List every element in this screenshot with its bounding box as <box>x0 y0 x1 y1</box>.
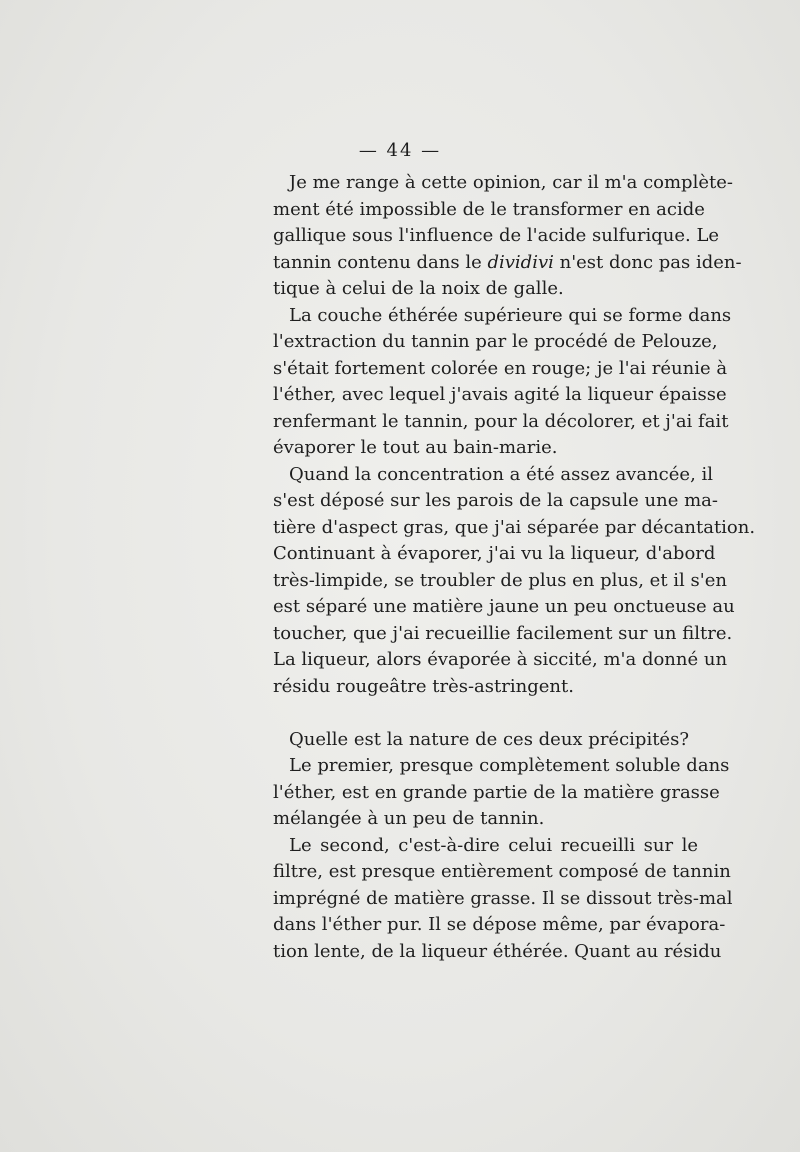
paragraph-gap <box>273 700 698 727</box>
paragraph <box>273 753 730 833</box>
text-line: très-limpide, se troubler de plus en plus, et il s'en <box>273 569 727 591</box>
text-line: évaporer le tout au bain-marie. <box>273 437 558 458</box>
text-line: Quand la concentration a été assez avancée, il <box>289 463 714 485</box>
text-segment: n'est donc pas iden- <box>553 251 742 273</box>
text-line: imprégné de matière grasse. Il se dissout très-mal <box>273 887 733 909</box>
text-line: filtre, est presque entièrement composé de tannin <box>273 861 731 882</box>
paragraph <box>273 462 756 701</box>
paragraph <box>273 833 733 966</box>
text-line: Je me range à cette opinion, car il m'a complète- <box>289 172 733 193</box>
text-line: Quelle est la nature de ces deux précipités? <box>289 728 689 750</box>
text-line: l'éther, avec lequel j'avais agité la liqueur épaisse <box>273 384 727 405</box>
text-line: toucher, que j'ai recueillie facilement sur un filtre. <box>273 622 733 644</box>
text-line: Le second, c'est-à-dire celui recueilli sur le <box>289 834 698 856</box>
page-number: — 44 — <box>358 140 442 161</box>
text-line: est séparé une matière jaune un peu onctueuse au <box>273 596 735 617</box>
text-line: résidu rougeâtre très-astringent. <box>273 675 574 697</box>
text-line: tique à celui de la noix de galle. <box>273 278 564 299</box>
text-line: Continuant à évaporer, j'ai vu la liqueur, d'abord <box>273 543 716 564</box>
text-line: l'extraction du tannin par le procédé de Pelouze, <box>273 331 718 352</box>
emphasis-word: dividivi <box>487 251 554 273</box>
text-line: tion lente, de la liqueur éthérée. Quant au résidu <box>273 940 722 962</box>
paragraph <box>273 727 698 754</box>
body-text <box>273 170 756 965</box>
paragraph <box>273 170 742 303</box>
text-line: s'est déposé sur les parois de la capsule une ma- <box>273 490 718 511</box>
text-line-with-emphasis <box>273 250 742 277</box>
text-line: gallique sous l'influence de l'acide sulfurique. Le <box>273 225 720 246</box>
text-line: dans l'éther pur. Il se dépose même, par évapora- <box>273 914 726 935</box>
text-line: tière d'aspect gras, que j'ai séparée par décantation. <box>273 516 756 538</box>
text-line: renfermant le tannin, pour la décolorer, et j'ai fait <box>273 410 729 432</box>
text-line: Le premier, presque complètement soluble dans <box>289 755 730 776</box>
text-line: ment été impossible de le transformer en acide <box>273 198 705 220</box>
text-line: mélangée à un peu de tannin. <box>273 808 545 829</box>
text-line: l'éther, est en grande partie de la matière grasse <box>273 781 720 803</box>
paragraph <box>273 303 732 462</box>
text-line: s'était fortement colorée en rouge; je l'ai réunie à <box>273 357 728 379</box>
text-segment: tannin contenu dans le <box>273 251 488 273</box>
text-line: La liqueur, alors évaporée à siccité, m'a donné un <box>273 649 728 670</box>
text-line: La couche éthérée supérieure qui se forme dans <box>289 304 732 326</box>
